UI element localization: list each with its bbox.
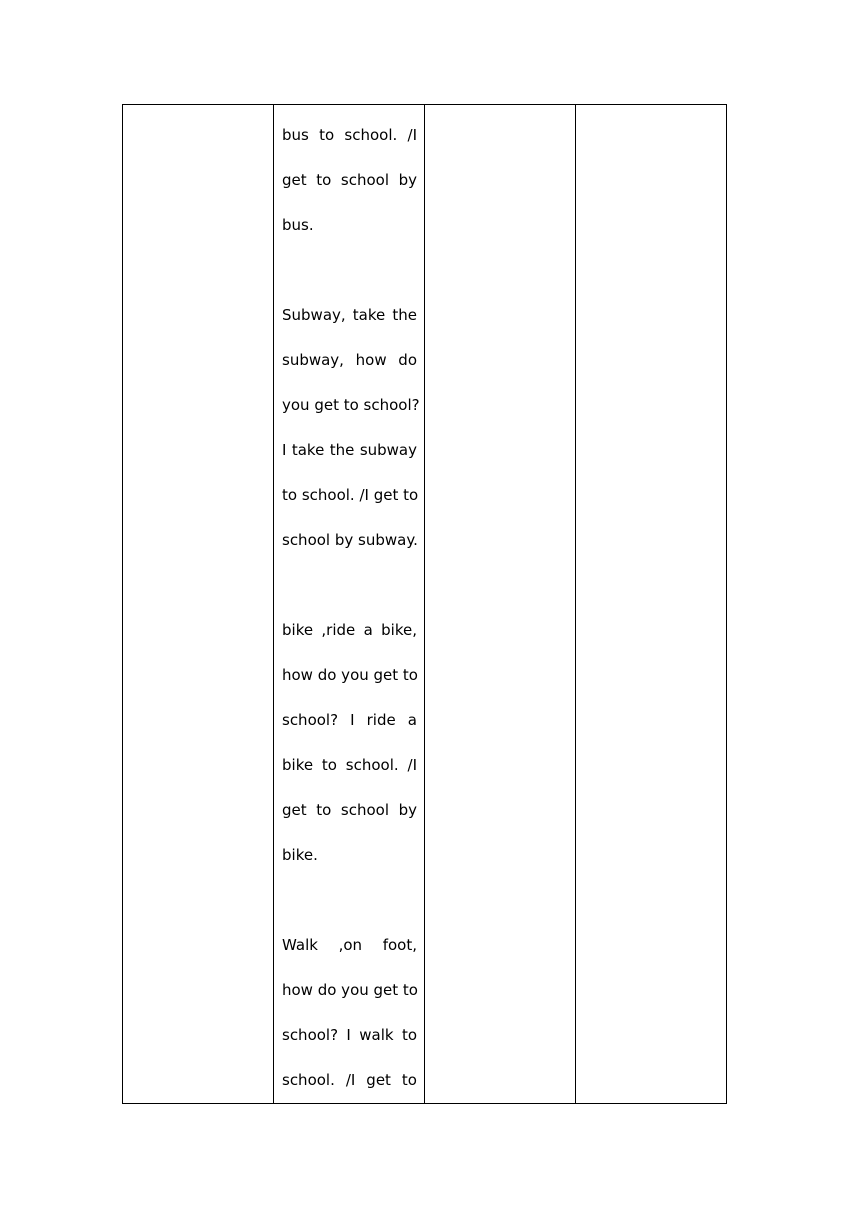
paragraph-subway	[282, 293, 420, 563]
text-line: how do you get to	[282, 666, 418, 684]
text-line: Subway, take the	[282, 306, 417, 324]
table-cell-empty-1	[123, 105, 274, 1104]
text-line: you get to school?	[282, 396, 420, 414]
paragraph-walk	[282, 923, 417, 1103]
table-cell-content	[274, 105, 425, 1104]
text-line: bike.	[282, 846, 318, 864]
text-line: get to school by	[282, 171, 417, 189]
paragraph-bus	[282, 113, 417, 248]
paragraph-gap	[282, 878, 417, 923]
text-line: how do you get to	[282, 981, 418, 999]
cell-text	[274, 105, 424, 1103]
text-line: subway, how do	[282, 351, 417, 369]
text-line: get to school by	[282, 801, 417, 819]
text-line: school by subway.	[282, 531, 418, 549]
text-line: bike ,ride a bike,	[282, 621, 417, 639]
table-cell-empty-3	[425, 105, 576, 1104]
table-cell-empty-4	[576, 105, 727, 1104]
text-line: Walk ,on foot,	[282, 936, 417, 954]
text-line: bus to school. /I	[282, 126, 417, 144]
paragraph-bike	[282, 608, 417, 878]
text-line: to school. /I get to	[282, 486, 419, 504]
text-line: school. /I get to	[282, 1071, 417, 1089]
paragraph-gap	[282, 563, 417, 608]
table-row	[123, 105, 727, 1104]
text-line: school? I ride a	[282, 711, 417, 729]
text-line: bike to school. /I	[282, 756, 417, 774]
text-line: bus.	[282, 216, 314, 234]
text-line: school? I walk to	[282, 1026, 417, 1044]
lesson-table	[122, 104, 727, 1104]
paragraph-gap	[282, 248, 417, 293]
text-line: I take the subway	[282, 441, 417, 459]
